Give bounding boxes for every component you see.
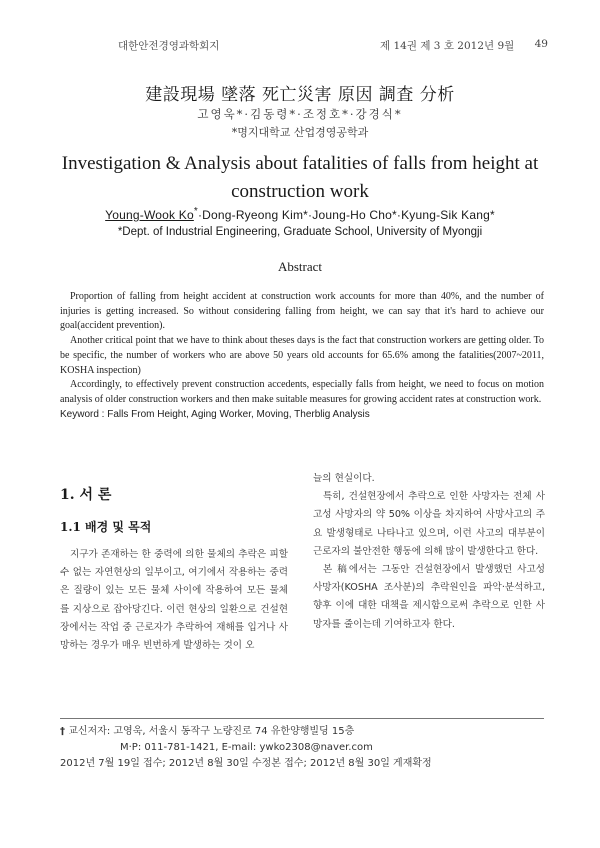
body-paragraph: 본 稿에서는 그동안 건설현장에서 발생했던 사고성 사망자(KOSHA 조사분)의 추락원인을 파악·분석하고, 향후 이에 대한 대책을 제시함으로써 추락으로 인한 사망자를 줄이는데 기여하고자 한다.: [313, 564, 545, 630]
footnote-dates: 2012년 7월 19일 접수; 2012년 8월 30일 수정본 접수; 2012년 8월 30일 게재확정: [60, 758, 432, 769]
footnote: [60, 724, 544, 772]
footnote-line-1: [60, 724, 544, 740]
running-head: [118, 38, 548, 53]
korean-title: 建設現場 墜落 死亡災害 原因 調査 分析: [145, 85, 455, 105]
abstract-body: [60, 290, 544, 422]
first-author: Young-Wook Ko: [105, 208, 194, 222]
first-author-mark: *: [193, 206, 198, 217]
abstract-paragraph: Accordingly, to effectively prevent construction accedents, especially falls from height, we need to focus on motion analysis of older construction workers and then make suitable measures for growing accident rates at construction work.: [60, 379, 544, 405]
page-number: 49: [534, 38, 548, 50]
section-heading-introduction: 1. 서 론: [60, 487, 112, 503]
body-paragraph: 지구가 존재하는 한 중력에 의한 물체의 추락은 피할 수 없는 자연현상의 일부이고, 여기에서 작용하는 중력은 질량이 있는 모든 물체 사이에 작용하여 모든 물체를 지상으로 잡아당긴다. 이런 현상의 일환으로 건설현장에서는 작업 중 근로자가 추락하여 재해를 입거나 사망하는 경우가 매우 빈번하게 발생하는 것이 오: [60, 549, 288, 652]
footnote-contact: M·P: 011-781-1421, E-mail: ywko2308@naver.com: [120, 742, 373, 753]
abstract-heading: Abstract: [277, 259, 323, 274]
corresponding-author: 교신저자: 고영욱, 서울시 동작구 노량진로 74 유한양행빌딩 15층: [68, 726, 355, 737]
other-authors: ·Dong-Ryeong Kim*·Joung-Ho Cho*·Kyung-Sik Kang*: [197, 208, 495, 222]
english-title-line1: Investigation & Analysis about fatalities of falls from height at: [61, 153, 539, 174]
english-affiliation: *Dept. of Industrial Engineering, Graduate School, University of Myongji: [117, 226, 483, 238]
english-title-line2: construction work: [231, 181, 369, 202]
footnote-marker: †: [60, 726, 65, 737]
footnote-divider: [60, 718, 544, 719]
keywords: Keyword : Falls From Height, Aging Worker, Moving, Therblig Analysis: [60, 408, 370, 420]
body-paragraph: 늘의 현실이다.: [313, 473, 375, 484]
subsection-heading-background: 1.1 배경 및 목적: [60, 520, 152, 534]
korean-authors: 고영욱*·김동령*·조정호*·강경식*: [197, 107, 403, 121]
volume-issue: 제 14권 제 3 호 2012년 9월: [380, 40, 515, 52]
journal-name: 대한안전경영과학회지: [118, 40, 220, 52]
body-paragraph: 특히, 건설현장에서 추락으로 인한 사망자는 전체 사고성 사망자의 약 50% 이상을 차지하여 사망사고의 주요 발생형태로 나타나고 있으며, 이런 사고의 대부분이 근로자의 불안전한 행동에 의해 많이 발생한다고 한다.: [313, 491, 545, 557]
abstract-paragraph: Proportion of falling from height accident at construction work accounts for more than 40%, and the number of injuries is getting increased. So without considering falling from height, we can say that it's hard to achieve our goal(accident prevention).: [60, 291, 544, 332]
korean-affiliation: *명지대학교 산업경영공학과: [231, 126, 369, 139]
abstract-paragraph: Another critical point that we have to think about theses days is the fact that construction workers are getting older. To be specific, the number of workers who are above 50 years old accounts for 65.6% among the fatalities(2007~2011, KOSHA inspection): [60, 335, 544, 376]
right-column: [313, 470, 545, 634]
english-title: [40, 150, 560, 206]
english-authors: [0, 206, 600, 222]
